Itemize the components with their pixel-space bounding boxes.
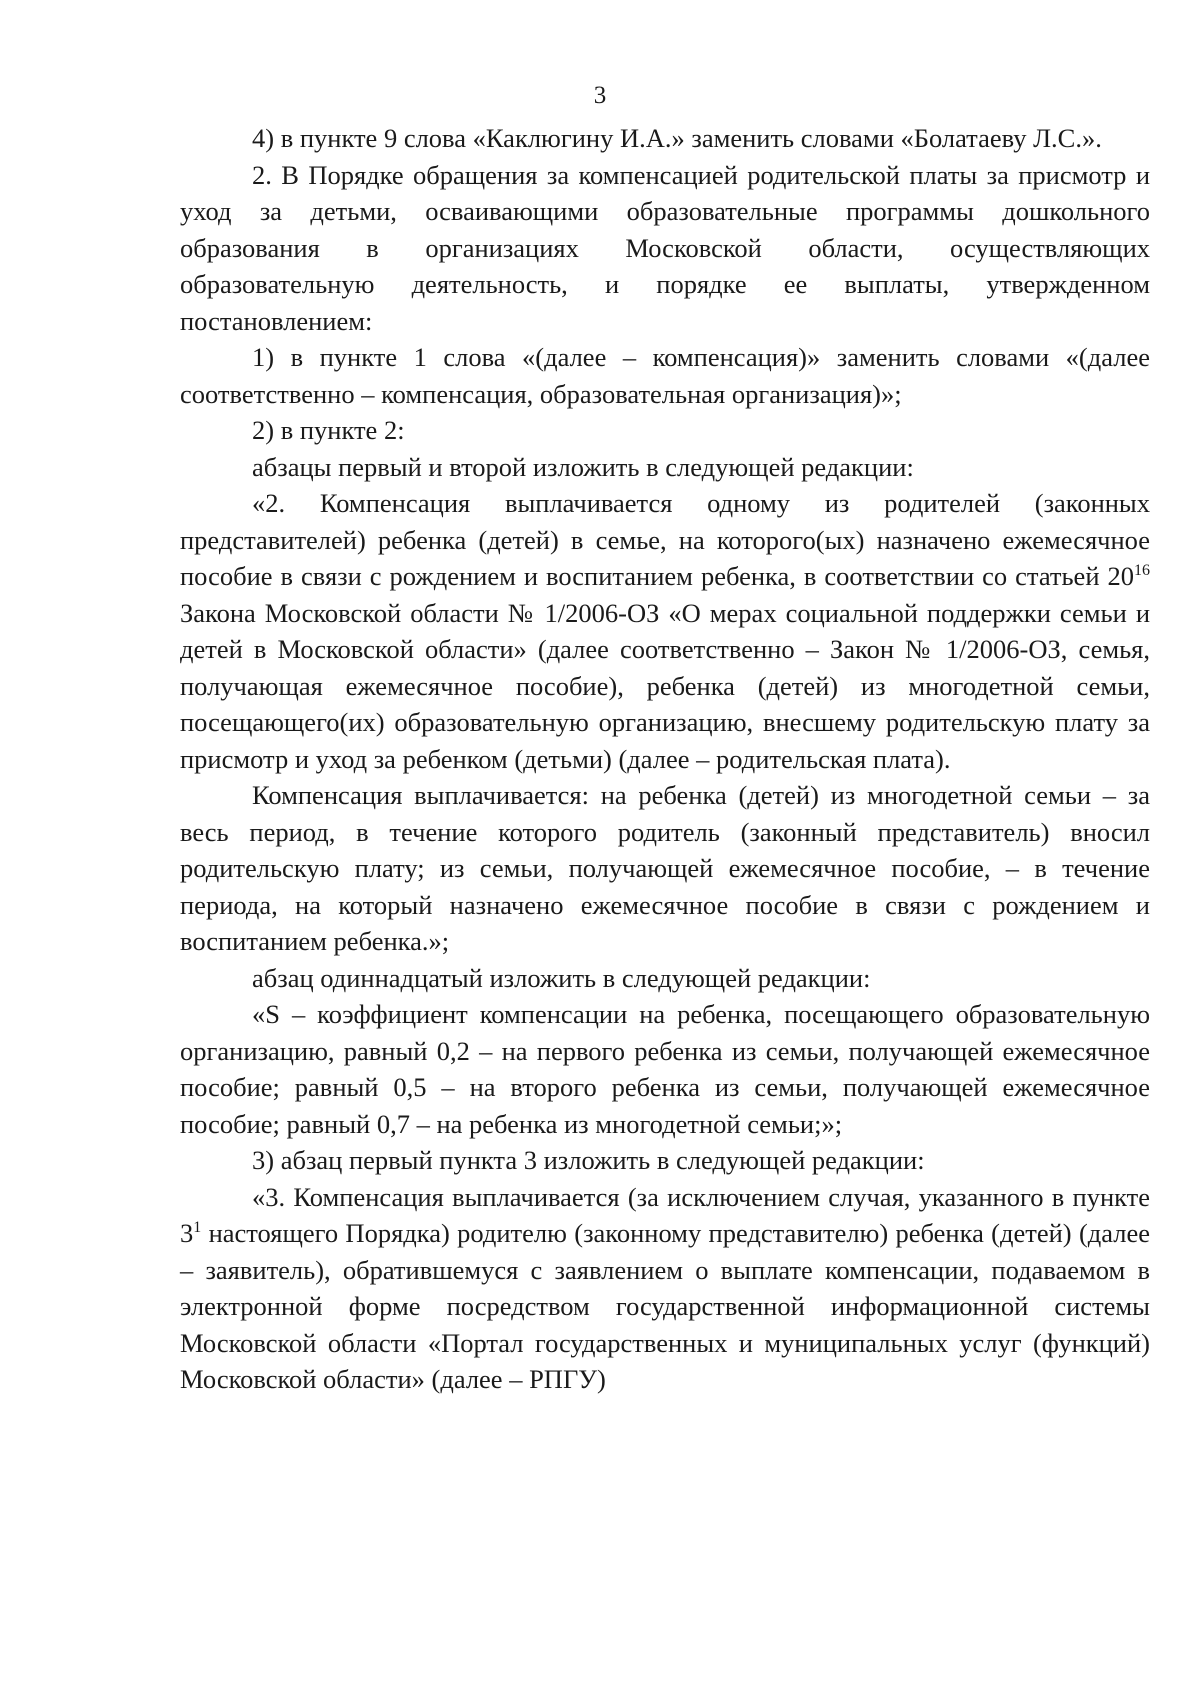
text-after-sup: настоящего Порядка) родителю (законному представителю) ребенка (детей) (далее – заявитель), обратившемуся с заявлением о выплате компенсации, подаваемом в электронной форме посредством государственной информационной системы Московской области «Портал государственных и муниципальных услуг (функций) Московской области» (далее – РПГУ) bbox=[180, 1218, 1150, 1394]
document-body bbox=[180, 120, 1150, 1398]
text-before-sup: «3. Компенсация выплачивается (за исключением случая, указанного в пункте 3 bbox=[180, 1181, 1150, 1248]
paragraph-item-3: 3) абзац первый пункта 3 изложить в следующей редакции: bbox=[252, 1145, 925, 1175]
paragraph-quote-2 bbox=[180, 485, 1150, 777]
text-before-sup: «2. Компенсация выплачивается одному из родителей (законных представителей) ребенка (детей) в семье, на которого(ых) назначено ежемесячное пособие в связи с рождением и воспитанием ребенка, в соответствии со статьей 20 bbox=[180, 488, 1150, 591]
paragraph-item-4: 4) в пункте 9 слова «Каклюгину И.А.» заменить словами «Болатаеву Л.С.». bbox=[252, 123, 1102, 153]
paragraph-compensation: Компенсация выплачивается: на ребенка (детей) из многодетной семьи – за весь период, в течение которого родитель (законный представитель) вносил родительскую плату; из семьи, получающей ежемесячное пособие, – в течение периода, на который назначено ежемесячное пособие в связи с рождением и воспитанием ребенка.»; bbox=[180, 780, 1150, 956]
paragraph-coefficient: «S – коэффициент компенсации на ребенка, посещающего образовательную организацию, равный 0,2 – на первого ребенка из семьи, получающей ежемесячное пособие; равный 0,5 – на второго ребенка из семьи, получающей ежемесячное пособие; равный 0,7 – на ребенка из многодетной семьи;»; bbox=[180, 999, 1150, 1139]
paragraph-item-2: 2) в пункте 2: bbox=[252, 415, 405, 445]
text-after-sup: Закона Московской области № 1/2006-ОЗ «О мерах социальной поддержки семьи и детей в Московской области» (далее соответственно – Закон № 1/2006-ОЗ, семья, получающая ежемесячное пособие), ребенка (детей) из многодетной семьи, посещающего(их) образовательную организацию, внесшему родительскую плату за присмотр и уход за ребенком (детьми) (далее – родительская плата). bbox=[180, 597, 1150, 774]
paragraph-abzac-11: абзац одиннадцатый изложить в следующей редакции: bbox=[252, 962, 871, 993]
paragraph-item-1: 1) в пункте 1 слова «(далее – компенсация)» заменить словами «(далее соответственно – компенсация, образовательная организация)»; bbox=[180, 342, 1150, 409]
superscript: 1 bbox=[193, 1219, 202, 1237]
page-number: 3 bbox=[593, 82, 607, 109]
superscript: 16 bbox=[1134, 562, 1150, 580]
paragraph-quote-3 bbox=[180, 1179, 1150, 1398]
paragraph-abzacy: абзацы первый и второй изложить в следующей редакции: bbox=[252, 451, 914, 482]
paragraph-section-2: 2. В Порядке обращения за компенсацией родительской платы за присмотр и уход за детьми, осваивающими образовательные программы дошкольного образования в организациях Московской области, осуществляющих образовательную деятельность, и порядке ее выплаты, утвержденном постановлением: bbox=[180, 159, 1150, 336]
